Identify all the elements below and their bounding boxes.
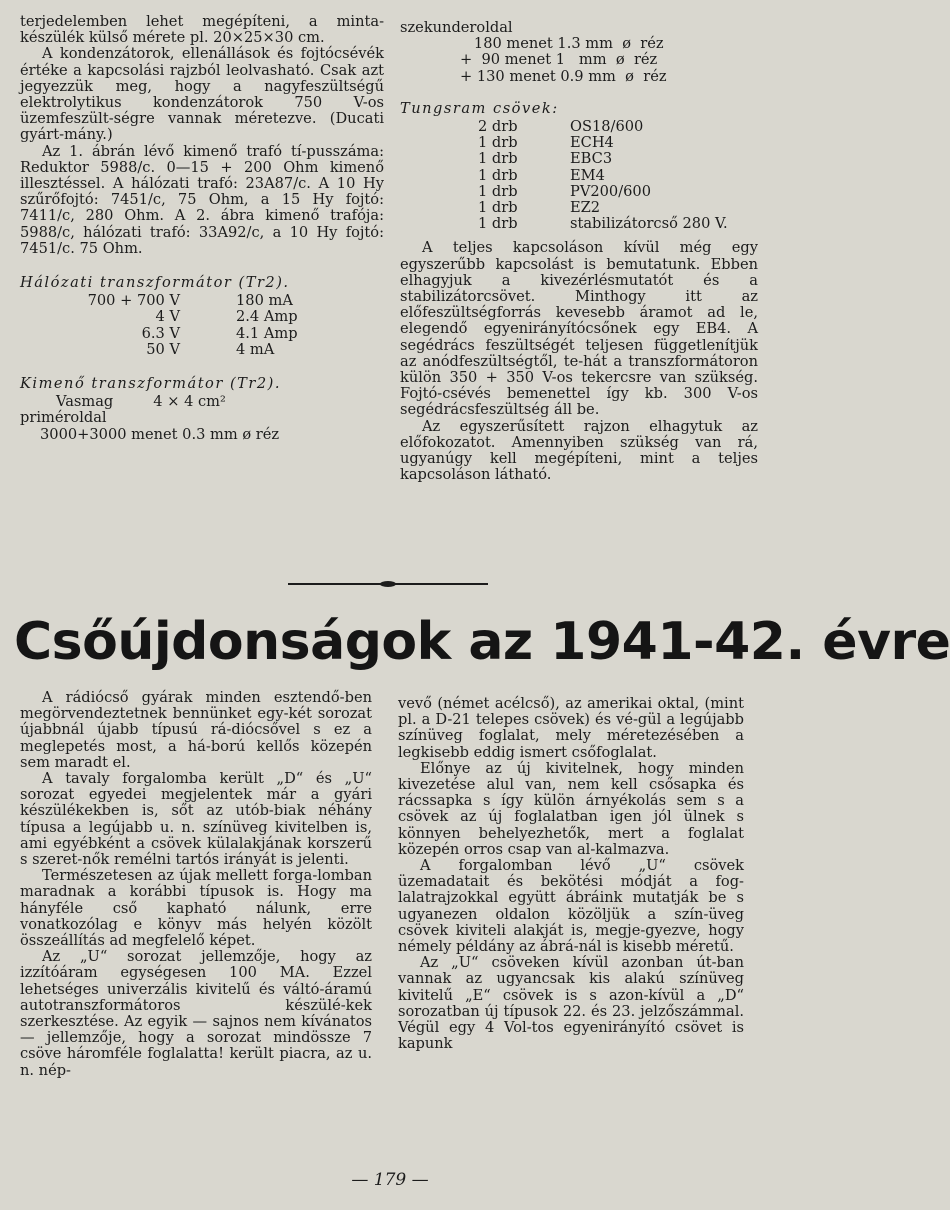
- type-cell: EZ2: [570, 199, 601, 217]
- tubes-table: [478, 119, 734, 232]
- components-paragraph: A kondenzátorok, ellenállások és fojtócsévék értéke a kapcsolási rajzból leolvasható. Csak azt jegyezzük meg, hogy a nagyfeszültségű elektrolytikus kondenzátorok 750 V-os üzemfeszült-ségre vannak méretezve. (Ducati gyárt-mány.): [20, 45, 384, 144]
- type-cell: EM4: [570, 166, 605, 184]
- table-row: [60, 326, 304, 342]
- article-headline: Csőújdonságok az 1941-42. évre: [14, 612, 950, 672]
- voltage-cell: 700 + 700 V: [87, 292, 180, 310]
- figure1-paragraph: Az 1. ábrán lévő kimenő trafó tí-pusszáma: Reduktor 5988/c. 0—15 + 200 Ohm kimenő illesztéssel. A hálózati trafó: 23A87/c. A 10 Hy szűrőfojtó: 7451/c, 75 Ohm, a 15 Hy fojtó: 7411/c, 280 Ohm. A 2. ábra kimenő trafója: 5988/c, hálózati trafó: 33A92/c, a 10 Hy fojtó: 7451/c. 75 Ohm.: [20, 142, 384, 257]
- section-divider: [288, 581, 488, 586]
- current-cell: 180 mA: [236, 292, 293, 310]
- current-cell: 4 mA: [236, 340, 275, 358]
- qty-cell: 1 drb: [478, 134, 518, 152]
- current-cell: 4.1 Amp: [236, 324, 298, 342]
- secondary-label: szekunderoldal: [400, 19, 513, 36]
- article-right-column: [398, 696, 744, 1052]
- top-right-column: [400, 20, 758, 483]
- qty-cell: 2 drb: [478, 118, 518, 136]
- table-row: [478, 135, 734, 151]
- omitted-stage-paragraph: Az egyszerűsített rajzon elhagytuk az előfokozatot. Amennyiben szükség van rá, ugyanúgy kell megépíteni, mint a teljes kapcsoláson látható.: [400, 417, 758, 484]
- table-row: [478, 200, 734, 216]
- type-cell: stabilizátorcső 280 V.: [570, 215, 728, 233]
- table-row: [60, 342, 304, 358]
- qty-cell: 1 drb: [478, 182, 518, 200]
- article-left-column: [20, 690, 372, 1079]
- qty-cell: 1 drb: [478, 166, 518, 184]
- article-paragraph: Előnye az új kivitelnek, hogy minden kivezetése alul van, nem kell csősapka és rácssapka s így külön árnyékolás sem s a csövek az új foglalatban igen jól ülnek s könnyen behelyezhetők, mert a foglalat közepén orros csap van al-kalmazva.: [398, 759, 744, 858]
- table-row: [478, 119, 734, 135]
- type-cell: EBC3: [570, 150, 613, 168]
- article-paragraph: vevő (német acélcső), az amerikai oktal, (mint pl. a D-21 telepes csövek) és vé-gül a legújabb színüveg foglalat, mely méretezésében a legkisebb eddig ismert csőfoglalat.: [398, 695, 744, 761]
- article-paragraph: Az „U“ sorozat jellemzője, hogy az izzítóáram egységesen 100 MA. Ezzel lehetséges univerzális kivitelű és váltó-áramú autotranszformátoros készülé-kek szerkesztése. Az egyik — sajnos nem kívánatos — jellemzője, hogy a sorozat mindössze 7 csöve háromféle foglalatta! került piacra, az u. n. nép-: [20, 948, 372, 1079]
- top-left-column: [20, 14, 384, 443]
- core-value: 4 × 4 cm²: [153, 393, 226, 411]
- article-paragraph: Az „U“ csöveken kívül azonban út-ban vannak az ugyancsak kis alakú színüveg kivitelű „E“ csövek is s azon-kívül a „D“ sorozatban új típusok 22. és 23. jelzőszámmal. Végül egy 4 Vol-tos egyenirányító csövet is kapunk: [398, 954, 744, 1053]
- qty-cell: 1 drb: [478, 215, 518, 233]
- type-cell: OS18/600: [570, 118, 644, 136]
- voltage-cell: 4 V: [155, 308, 180, 326]
- winding-line: + 90 menet 1 mm ø réz: [460, 51, 658, 69]
- core-size-line: [56, 394, 384, 410]
- table-row: [60, 309, 304, 325]
- table-row: [60, 293, 304, 309]
- type-cell: PV200/600: [570, 182, 651, 200]
- page-number: — 179 —: [351, 1170, 429, 1190]
- mains-transformer-table: [60, 293, 304, 358]
- table-row: [478, 168, 734, 184]
- table-row: [478, 216, 734, 232]
- primary-label: priméroldal: [20, 409, 107, 427]
- winding-line: 180 menet 1.3 mm ø réz: [460, 35, 664, 53]
- mains-transformer-title: Hálózati transzformátor (Tr2).: [20, 274, 290, 292]
- type-cell: ECH4: [570, 134, 614, 152]
- qty-cell: 1 drb: [478, 150, 518, 168]
- output-transformer-title: Kimenő transzformátor (Tr2).: [20, 375, 281, 393]
- core-label: Vasmag: [56, 393, 114, 411]
- table-row: [478, 151, 734, 167]
- simpler-circuit-paragraph: A teljes kapcsoláson kívül még egy egyszerűbb kapcsolást is bemutatunk. Ebben elhagyjuk a kivezérlésmutatót és a stabilizátorcsövet. Minthogy itt az előfeszültségforrás kevesebb áramot ad le, elegendő egyenirányítócsőnek egy EB4. A segédrács feszültségét teljesen függetlenítjük az anódfeszültségtől, te-hát a transzformátoron külön 350 + 350 V-os tekercsre van szükség. Fojtó-csévés bemenettel így kb. 300 V-os segédrácsfeszültség áll be.: [400, 239, 758, 419]
- secondary-windings: [460, 36, 758, 85]
- qty-cell: 1 drb: [478, 199, 518, 217]
- article-paragraph: A forgalomban lévő „U“ csövek üzemadatait és bekötési módját a fog-lalatrajzokkal együtt ábráink mutatják be s ugyanezen oldalon közöljük a szín-üveg csövek kiviteli alakját is, megje-gyezve, hogy némely példány az ábrá-nál is kisebb méretű.: [398, 857, 744, 956]
- table-row: [478, 184, 734, 200]
- tubes-title: Tungsram csövek:: [400, 99, 559, 117]
- winding-line: + 130 menet 0.9 mm ø réz: [460, 67, 667, 85]
- article-paragraph: A rádiócső gyárak minden esztendő-ben megörvendeztetnek bennünket egy-két sorozat újabbnál újabb típusú rá-diócsővel s ez a meglepetés most, a há-ború kellős közepén sem maradt el.: [20, 689, 372, 771]
- primary-value: 3000+3000 menet 0.3 mm ø réz: [40, 425, 280, 443]
- voltage-cell: 50 V: [146, 340, 180, 358]
- continued-paragraph: terjedelemben lehet megépíteni, a minta-készülék külső mérete pl. 20×25×30 cm.: [20, 13, 384, 47]
- current-cell: 2.4 Amp: [236, 308, 298, 326]
- article-paragraph: A tavaly forgalomba került „D“ és „U“ sorozat egyedei megjelentek már a gyári készülékekben is, sőt az utób-biak néhány típusa a legújabb u. n. színüveg kivitelben is, ami egyébként a csövek külalakjának korszerű s szeret-nők remélni tartós irányát is jelenti.: [20, 770, 372, 869]
- voltage-cell: 6.3 V: [141, 324, 180, 342]
- article-paragraph: Természetesen az újak mellett forga-lomban maradnak a korábbi típusok is. Hogy ma hányféle cső kapható nálunk, erre vonatkozólag e könyv más helyén közölt összeállítás ad megfelelő képet.: [20, 867, 372, 950]
